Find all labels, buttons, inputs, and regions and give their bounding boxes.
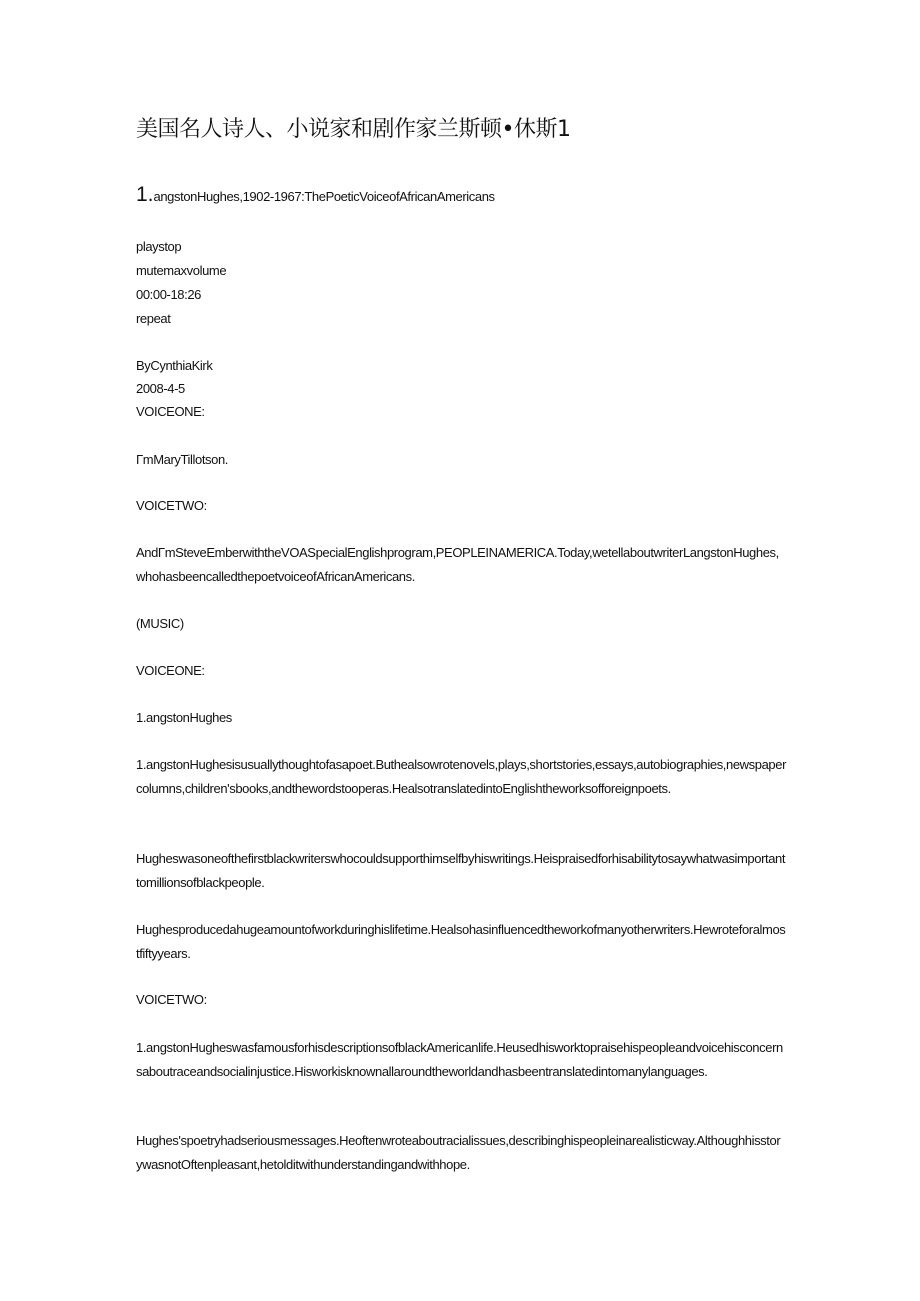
paragraph: Hughes'spoetryhadseriousmessages.Heoftenwroteaboutracialissues,describinghispeopleinarealisticway.AlthoughhisstorywasnotOftenpleasant,hetolditwithunderstandingandwithhope. (136, 1133, 781, 1172)
speaker-label: VOICEONE: (136, 663, 205, 678)
paragraph: 1.angstonHugheswasfamousforhisdescriptionsofblackAmericanlife.Heusedhisworktopraisehispeopleandvoicehisconcernsaboutraceandsocialinjustice.Hisworkisknownallaroundtheworldandhasbeentranslatedintomanylanguages. (136, 1040, 783, 1079)
document-subtitle (136, 183, 836, 209)
byline-date: 2008-4-5 (136, 381, 185, 396)
subtitle-text: angstonHughes,1902-1967:ThePoeticVoiceofAfricanAmericans (153, 189, 495, 204)
subtitle-number: 1. (136, 183, 154, 206)
speaker-label: VOICEONE: (136, 404, 205, 419)
player-time-text: 00:00-18:26 (136, 287, 201, 302)
paragraph: Hughesproducedahugeamountofworkduringhislifetime.Healsohasinfluencedtheworkofmanyotherwriters.Hewroteforalmostfiftyyears. (136, 922, 786, 961)
player-repeat-text: repeat (136, 311, 171, 326)
dialogue-line: ΓmMaryTillotson. (136, 452, 229, 467)
music-cue: (MUSIC) (136, 616, 184, 631)
paragraph: Hugheswasoneofthefirstblackwriterswhocouldsupporthimselfbyhiswritings.Heispraisedforhisabilitytosaywhatwasimportanttomillionsofblackpeople. (136, 851, 786, 890)
byline-author: ByCynthiaKirk (136, 358, 213, 373)
speaker-label: VOICETWO: (136, 498, 207, 513)
player-play-stop-text: playstop (136, 239, 182, 254)
player-volume-text: mutemaxvolume (136, 263, 227, 278)
paragraph: 1.angstonHughesisusuallythoughtofasapoet.Buthealsowrotenovels,plays,shortstories,essays,autobiographies,newspapercolumns,children'sbooks,andthewordstooperas.HealsotranslatedintoEnglishtheworksofforeignpoets. (136, 757, 787, 796)
speaker-label: VOICETWO: (136, 992, 207, 1007)
page-title: 美国名人诗人、小说家和剧作家兰斯顿•休斯1 (136, 117, 571, 142)
paragraph: AndΓmSteveEmberwiththeVOASpecialEnglishprogram,PEOPLEINAMERICA.Today,wetellaboutwriterLangstonHughes,whohasbeencalledthepoetvoiceofAfricanAmericans. (136, 545, 779, 584)
section-heading: 1.angstonHughes (136, 710, 232, 725)
